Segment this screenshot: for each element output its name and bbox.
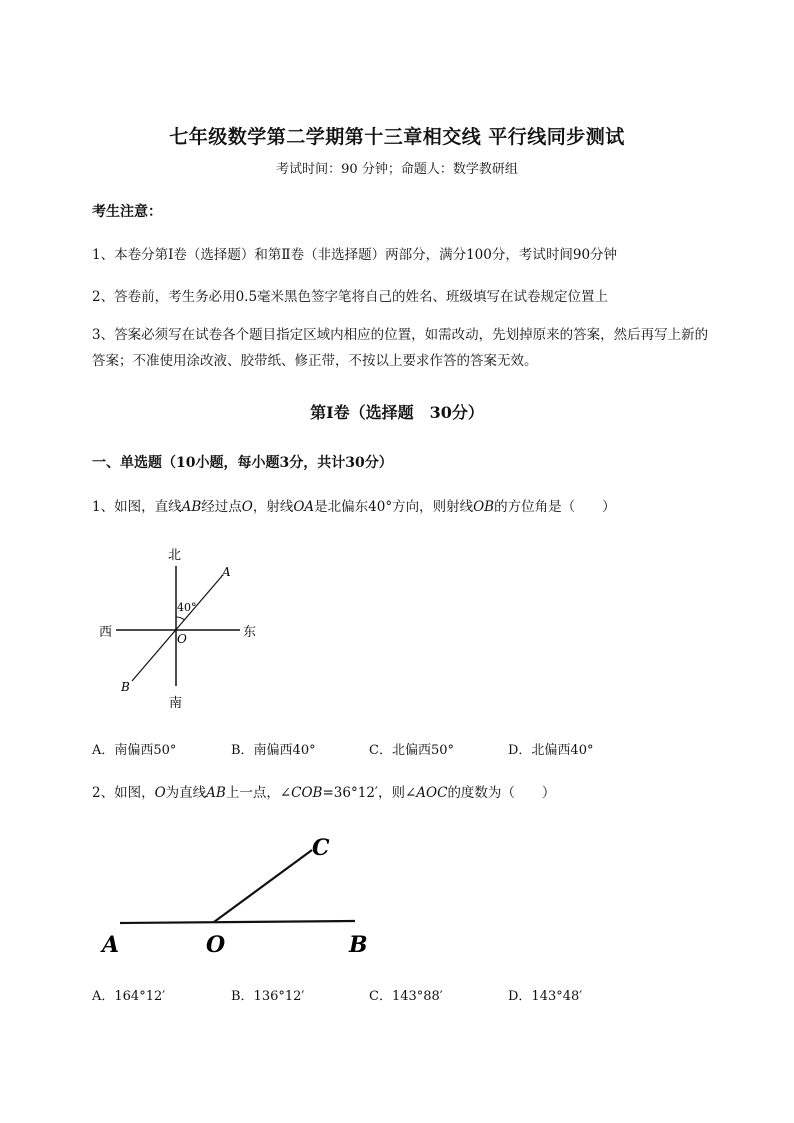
q2-option-a[interactable]: A．164°12′ [92, 989, 166, 1004]
label-o-2: O [206, 932, 226, 958]
section-heading: 一、单选题（10小题，每小题3分，共计30分） [92, 455, 393, 471]
question-2-stem: 2、如图，O为直线AB上一点，∠COB=36°12′，则∠AOC的度数为（ ） [92, 785, 556, 801]
label-c-2: C [312, 835, 330, 861]
label-b-2: B [349, 932, 368, 958]
q1-option-c[interactable]: C．北偏西50° [369, 743, 454, 758]
notice-rule-2: 2、答卷前，考生务必用0.5毫米黑色签字笔将自己的姓名、班级填写在试卷规定位置上 [92, 289, 609, 305]
angle-label: 40° [177, 601, 197, 614]
q1-option-b[interactable]: B．南偏西40° [231, 743, 316, 758]
label-a-2: A [102, 932, 120, 958]
ray-oc [214, 850, 312, 922]
label-east: 东 [243, 625, 257, 640]
label-north: 北 [168, 548, 182, 563]
label-b: B [121, 680, 130, 694]
q1-option-a[interactable]: A．南偏西50° [92, 743, 177, 758]
part-heading: 第Ⅰ卷（选择题 30分） [310, 403, 484, 422]
notice-rule-1: 1、本卷分第Ⅰ卷（选择题）和第Ⅱ卷（非选择题）两部分，满分100分，考试时间90分钟 [92, 247, 618, 263]
q1-option-d[interactable]: D．北偏西40° [508, 743, 594, 758]
label-south: 南 [169, 696, 183, 711]
label-o: O [177, 632, 187, 646]
label-a: A [222, 565, 231, 579]
question-1-stem: 1、如图，直线AB经过点O，射线OA是北偏东40°方向，则射线OB的方位角是（ ） [92, 499, 616, 515]
notice-rule-3: 3、答案必须写在试卷各个题目指定区域内相应的位置，如需改动，先划掉原来的答案，然后再写上新的答案；不准使用涂改液、胶带纸、修正带，不按以上要求作答的答案无效。 [92, 327, 709, 369]
page-title: 七年级数学第二学期第十三章相交线 平行线同步测试 [169, 126, 625, 148]
notice-heading: 考生注意： [92, 204, 162, 220]
q2-option-c[interactable]: C．143°88′ [369, 989, 443, 1004]
label-west: 西 [99, 625, 113, 640]
line-ab-2 [120, 921, 355, 923]
q2-option-d[interactable]: D．143°48′ [508, 989, 583, 1004]
q2-option-b[interactable]: B．136°12′ [231, 989, 305, 1004]
exam-subtitle: 考试时间：90 分钟；命题人：数学教研组 [276, 162, 518, 177]
